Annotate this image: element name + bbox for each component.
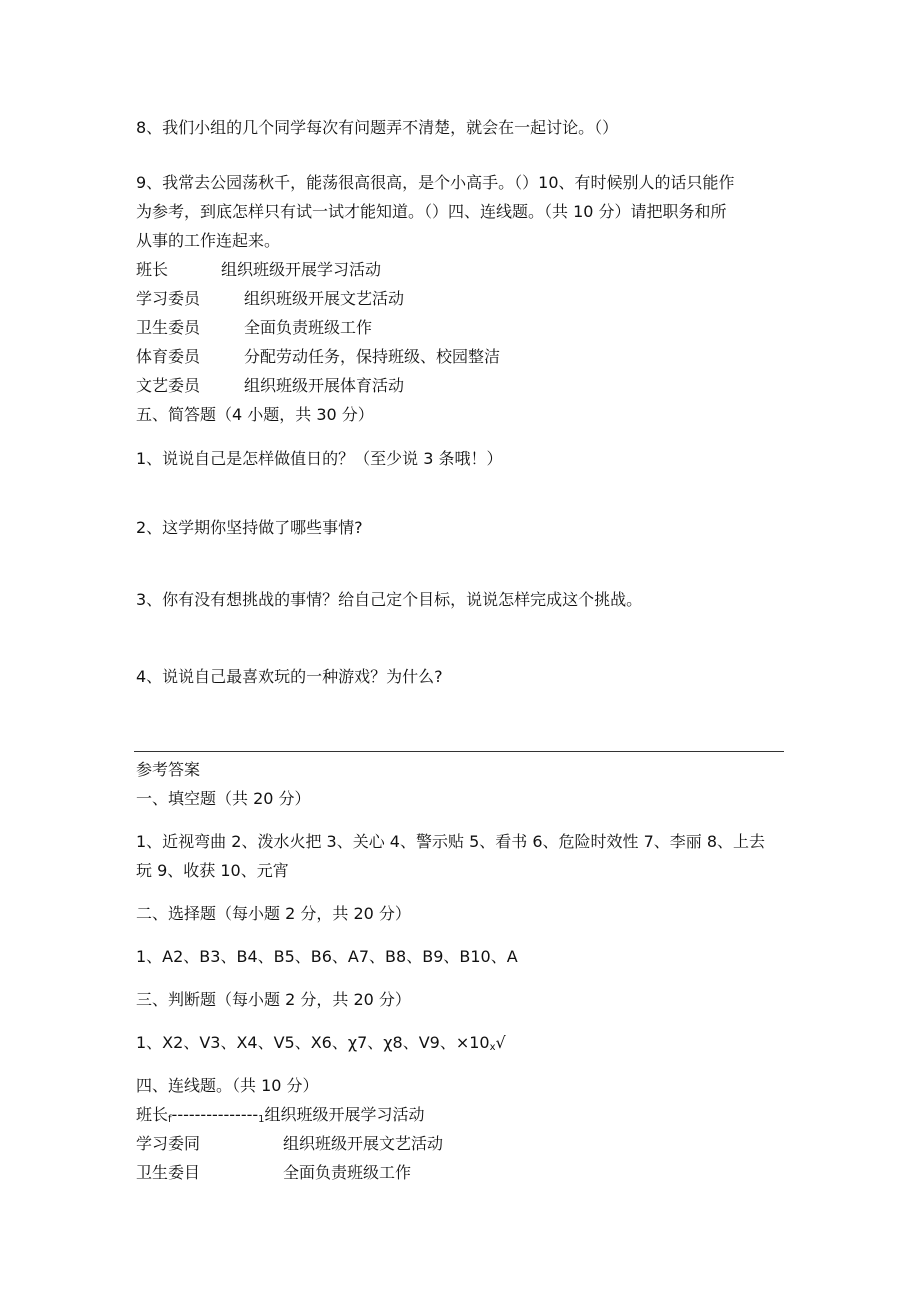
judge-answers-main: 1、X2、V3、X4、V5、X6、χ7、χ8、V9、×10: [136, 1033, 490, 1052]
matching-role: 体育委员: [136, 347, 201, 366]
match-answer-role: 学习委同: [136, 1134, 201, 1153]
fill-blank-heading: 一、填空题（共 20 分）: [136, 789, 311, 808]
judge-answers-end: √: [495, 1033, 506, 1052]
matching-task: 组织班级开展学习活动: [221, 260, 382, 279]
matching-task: 分配劳动任务，保持班级、校园整洁: [244, 347, 501, 366]
question-9-line-1: 9、我常去公园荡秋千，能荡很高很高，是个小高手。（）10、有时候别人的话只能作: [136, 173, 735, 192]
matching-task: 组织班级开展体育活动: [244, 376, 405, 395]
match-answers-heading: 四、连线题。（共 10 分）: [136, 1076, 319, 1095]
matching-role: 学习委员: [136, 289, 201, 308]
short-answer-item: 1、说说自己是怎样做值日的？（至少说 3 条哦！）: [136, 449, 503, 468]
short-answer-heading: 五、简答题（4 小题，共 30 分）: [136, 405, 374, 424]
match-answer-role: 卫生委目: [136, 1163, 201, 1182]
short-answer-item: 3、你有没有想挑战的事情？给自己定个目标，说说怎样完成这个挑战。: [136, 590, 643, 609]
answers-title: 参考答案: [136, 760, 201, 779]
match-connector-line: ---------------: [171, 1105, 259, 1124]
matching-role: 卫生委员: [136, 318, 201, 337]
match-line-mark-left: f: [168, 1114, 172, 1125]
judge-answers: [136, 1033, 506, 1058]
choice-answers: 1、A2、B3、B4、B5、B6、A7、B8、B9、B10、A: [136, 947, 518, 966]
fill-blank-answers-line-1: 1、近视弯曲 2、泼水火把 3、关心 4、警示贴 5、看书 6、危险时效性 7、李丽 8、上去: [136, 832, 766, 851]
matching-task: 组织班级开展文艺活动: [244, 289, 405, 308]
match-answer-row: [136, 1105, 425, 1130]
short-answer-item: 4、说说自己最喜欢玩的一种游戏？为什么?: [136, 667, 443, 686]
match-line-mark-right: 1: [258, 1114, 265, 1125]
section-divider: [134, 751, 784, 752]
match-answer-task: 组织班级开展学习活动: [264, 1105, 425, 1124]
match-answer-task: 全面负责班级工作: [283, 1163, 412, 1182]
fill-blank-answers-line-2: 玩 9、收获 10、元宵: [136, 861, 289, 880]
match-answer-task: 组织班级开展文艺活动: [283, 1134, 444, 1153]
matching-task: 全面负责班级工作: [244, 318, 373, 337]
question-9-line-2: 为参考，到底怎样只有试一试才能知道。（）四、连线题。（共 10 分）请把职务和所: [136, 202, 727, 221]
short-answer-item: 2、这学期你坚持做了哪些事情?: [136, 518, 363, 537]
judge-heading: 三、判断题（每小题 2 分，共 20 分）: [136, 990, 411, 1009]
question-9-line-3: 从事的工作连起来。: [136, 231, 281, 250]
question-8: 8、我们小组的几个同学每次有问题弄不清楚，就会在一起讨论。（）: [136, 118, 619, 137]
matching-role: 班长: [136, 260, 169, 279]
match-answer-role: 班长: [136, 1105, 169, 1124]
choice-heading: 二、选择题（每小题 2 分，共 20 分）: [136, 904, 411, 923]
matching-role: 文艺委员: [136, 376, 201, 395]
judge-answers-sub: x: [489, 1042, 496, 1053]
